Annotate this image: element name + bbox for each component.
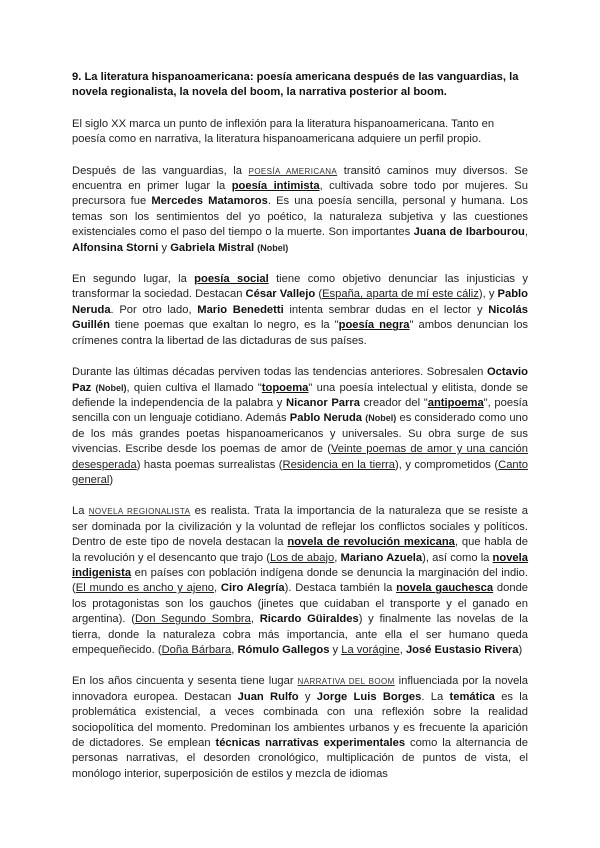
text-run: ), y [478, 288, 498, 301]
intro-paragraph: El siglo XX marca un punto de inflexión para la literatura hispanoamericana. Tanto en poesía como en narrativa, la literatura hispanoamericana adquiere un perfil propio. [72, 117, 495, 146]
nobel-note: (Nobel) [365, 413, 397, 424]
author-name: Nicanor Parra [286, 396, 360, 409]
text-run: ). Destaca también la [284, 582, 397, 595]
work-title: Don Segundo Sombra [134, 613, 251, 626]
text-run: , [231, 644, 238, 656]
author-name: Ricardo Güiraldes [259, 613, 359, 626]
paragraph-ultimas-decadas [72, 365, 528, 488]
author-name: Gabriela Mistral [170, 241, 255, 254]
work-title: Doña Bárbara [161, 644, 232, 656]
author-name: Mercedes Matamoros [151, 195, 268, 208]
work-title: Canto general [72, 458, 528, 486]
text-run: creador del " [359, 396, 428, 409]
text-run: como la alternancia de personas narrativas, el desorden cronológico, multiplicación de puntos de vista, el monólogo interior, superposición de estilos y mezcla de idiomas [72, 737, 529, 780]
text-run: y [158, 241, 171, 254]
text-run: , [334, 551, 341, 564]
text-run: , [214, 582, 221, 595]
work-title: Residencia en la tierra [282, 458, 395, 471]
text-run: , [399, 644, 406, 656]
term-poesia-americana: POESÍA AMERICANA [248, 166, 338, 176]
text-run: es realista. Trata la importancia de la naturaleza que se resiste a ser dominada por la civilización y la voluntad de reflejar los conflictos sociales y políticos. Dentro de este tipo de novela destacan la [72, 505, 528, 549]
author-name: Pablo Neruda [289, 412, 363, 425]
term-novela-gauchesca: novela gauchesca [396, 582, 494, 595]
text-run: ( [315, 288, 323, 301]
text-run: La [72, 505, 89, 518]
text-run: " una poesía intelectual y elitista, donde se defiende la independencia de la palabra y [72, 381, 529, 409]
text-run: transitó caminos muy diversos. Se encuentra en primer lugar la [72, 164, 528, 193]
text-run: Después de las vanguardias, la [72, 164, 249, 177]
author-name: Pablo Neruda [72, 288, 528, 316]
author-name: Nicolás Guillén [72, 303, 528, 332]
term-antipoema: antipoema [427, 396, 484, 409]
text-run: ) [518, 644, 523, 656]
nobel-note: (Nobel) [257, 242, 289, 253]
text-run: " ambos denuncian los crímenes contra la libertad de las dictaduras de sus países. [72, 319, 529, 347]
paragraph-novela-regionalista [72, 504, 528, 658]
author-name: Ciro Alegría [220, 582, 285, 595]
paragraph-narrativa-boom [72, 674, 528, 782]
text-run: influenciada por la novela innovadora europea. Destacan [72, 675, 528, 703]
term-tematica: temática [449, 690, 495, 703]
text-run: En los años cincuenta y sesenta tiene lugar [72, 675, 298, 688]
text-run: ), y comprometidos ( [395, 458, 499, 471]
term-poesia-negra: poesía negra [338, 319, 410, 332]
text-run: intenta sembrar dudas en el lector y [283, 303, 489, 316]
author-name: Mario Benedetti [197, 303, 284, 316]
author-name: Juan Rulfo [237, 690, 299, 703]
term-tecnicas: técnicas narrativas experimentales [215, 737, 406, 750]
text-run: tiene como objetivo denunciar las injusticias y transformar la sociedad. Destacan [72, 273, 528, 301]
term-novela-indigenista: novela indigenista [72, 551, 528, 579]
text-run: ) y finalmente las novelas de la tierra, donde la naturaleza cobra más importancia, ante ella el ser humano queda empequeñecido. ( [72, 613, 528, 656]
paragraph-poesia-social [72, 272, 528, 349]
author-name: Octavio Paz [72, 366, 528, 394]
text-run: en países con población indígena donde se denuncia la marginación del indio. ( [72, 566, 528, 595]
text-run: , que habla de la revolución y el desencanto que trajo ( [72, 536, 528, 564]
text-run: En segundo lugar, la [72, 273, 195, 286]
work-title: Los de abajo [270, 551, 335, 564]
term-novela-regionalista: NOVELA REGIONALISTA [88, 507, 191, 517]
author-name: José Eustasio Rivera [405, 644, 519, 656]
text-run: , quien cultiva el llamado " [126, 381, 262, 394]
author-name: Mariano Azuela [340, 551, 423, 564]
text-run: donde los protagonistas son los gauchos (jinetes que cuidaban el transporte y el ganado en argentina). ( [72, 582, 529, 626]
author-name: Alfonsina Storni [72, 241, 159, 254]
text-run: ", poesía sencilla con un lenguaje cotidiano. Además [72, 396, 528, 425]
text-run: y [329, 644, 342, 656]
text-run: , cultivada sobre todo por mujeres. Su precursora fue [72, 180, 528, 208]
text-run: . Es una poesía sencilla, personal y humana. Los temas son los sentimientos del yo poético, la naturaleza subjetiva y las cuestiones existenciales como el paso del tiempo o la muerte. Son importantes [72, 195, 528, 239]
work-title: Veinte poemas de amor y una canción desesperada [72, 443, 528, 471]
author-name: César Vallejo [245, 288, 316, 301]
text-run: tiene poemas que exaltan lo negro, es la " [109, 319, 339, 332]
text-run: ) hasta poemas surrealistas ( [136, 458, 283, 471]
term-poesia-intimista: poesía intimista [231, 180, 320, 193]
paragraph-poesia-americana [72, 164, 528, 256]
term-novela-revolucion: novela de revolución mexicana [287, 536, 455, 549]
text-run: ), así como la [422, 551, 493, 564]
text-run: es considerado como uno de los más grandes poetas hispanoamericanos y universales. Su obra surge de sus vivencias. Escribe desde los poemas de amor de ( [72, 412, 528, 456]
term-poesia-social: poesía social [194, 273, 269, 286]
text-run: , [250, 613, 260, 626]
text-run: . Por otro lado, [110, 303, 198, 316]
text-run: ) [109, 473, 114, 486]
work-title: El mundo es ancho y ajeno [75, 582, 215, 595]
term-narrativa-boom: NARRATIVA DEL BOOM [297, 677, 395, 687]
text-run: , [524, 226, 528, 239]
work-title: La vorágine [341, 644, 400, 656]
work-title: España, aparta de mí este cáliz [322, 288, 479, 301]
term-topoema: topoema [261, 381, 309, 394]
section-heading: 9. La literatura hispanoamericana: poesía americana después de las vanguardias, la novela regionalista, la novela del boom, la narrativa posterior al boom. [72, 71, 519, 99]
author-name: Jorge Luis Borges [316, 690, 422, 703]
text-run: Durante las últimas décadas perviven todas las tendencias anteriores. Sobresalen [72, 366, 487, 379]
author-name: Juana de Ibarbourou [413, 226, 525, 239]
text-run: es la problemática existencial, a veces combinada con una reflexión sobre la realidad sociopolítica del momento. Predominan los ambientes urbanos y es frecuente la aparición de dictadores. Se emplean [72, 690, 528, 750]
author-name: Rómulo Gallegos [237, 644, 330, 656]
text-run: y [298, 690, 317, 703]
text-run: . La [421, 690, 450, 703]
nobel-note: (Nobel) [95, 382, 127, 393]
